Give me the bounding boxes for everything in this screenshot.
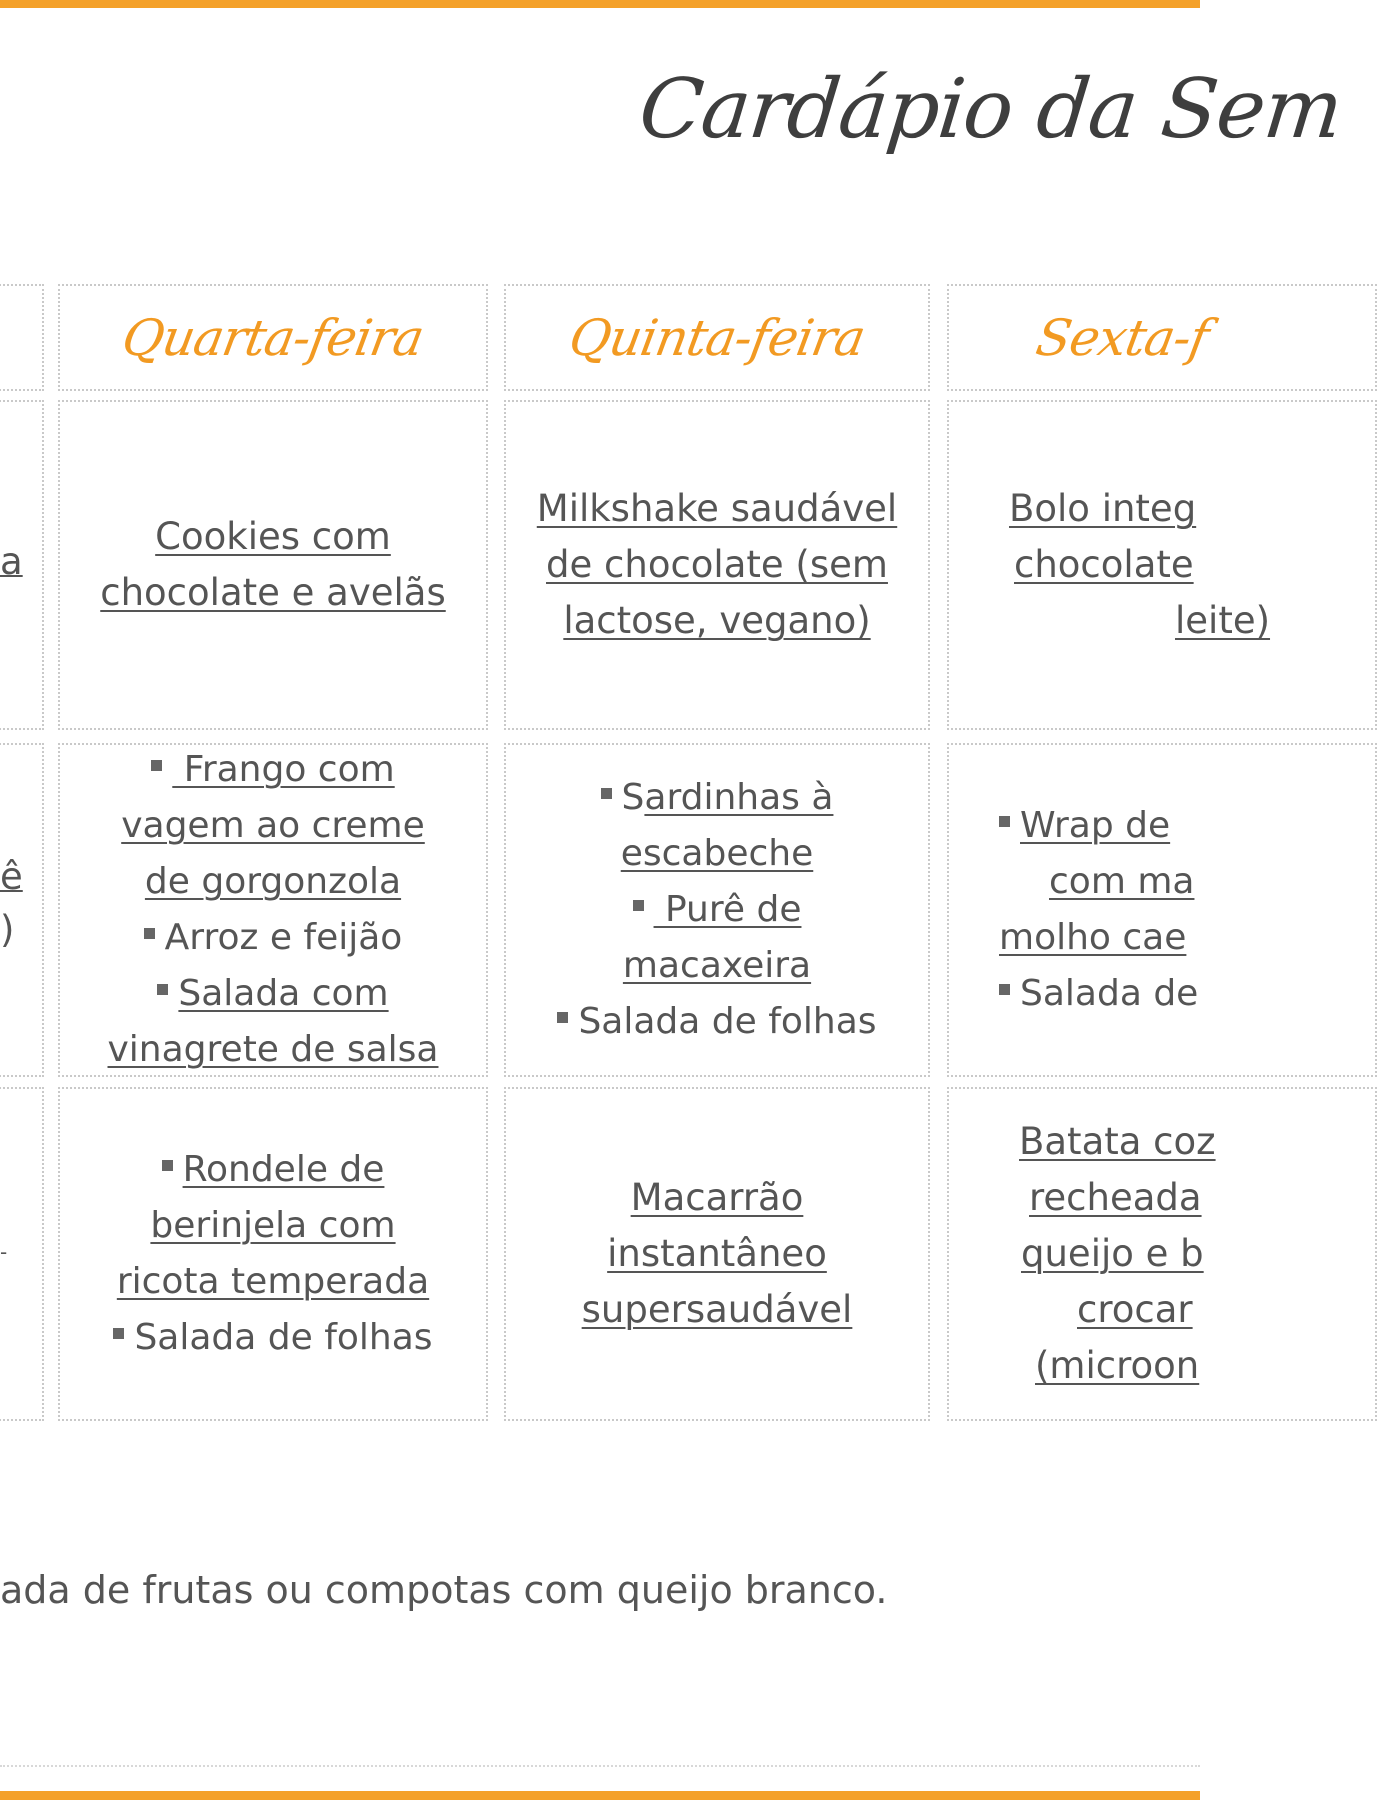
meal-link-line[interactable]: chocolate e avelãs — [100, 571, 446, 614]
menu-cell-sexta-row1 — [947, 400, 1377, 730]
menu-cell-quarta-row3 — [58, 1087, 488, 1421]
meal-link-bolo[interactable] — [1009, 481, 1271, 649]
meal-link-line[interactable]: (microon — [1035, 1344, 1200, 1387]
bullet-icon — [557, 1012, 568, 1023]
meal-link-cookies[interactable] — [100, 509, 445, 621]
menu-item-cont[interactable]: berinjela com — [150, 1205, 396, 1246]
day-heading-quarta: Quarta-feira — [118, 308, 428, 367]
bullet-icon — [601, 788, 612, 799]
menu-item-cont[interactable]: macaxeira — [622, 945, 812, 986]
menu-item: Salada de folhas — [557, 994, 876, 1050]
meal-link-line[interactable]: chocolate — [1014, 543, 1194, 586]
clipped-text-fragment[interactable]: a — [0, 540, 23, 583]
menu-item[interactable]: Wrap de — [999, 798, 1198, 854]
menu-cell-quarta-row1 — [58, 400, 488, 730]
menu-cell-sexta-row3 — [947, 1087, 1377, 1421]
menu-item[interactable]: Salada com — [157, 966, 388, 1022]
meal-link-line[interactable]: Bolo integ — [1009, 487, 1197, 530]
bullet-icon — [162, 1160, 173, 1171]
meal-link-milkshake[interactable] — [537, 481, 897, 649]
page-title: Cardápio da Sem — [635, 62, 1347, 157]
meal-link-line[interactable]: Batata coz — [1019, 1120, 1216, 1163]
footer-divider — [0, 1765, 1200, 1767]
meal-link-batata[interactable] — [949, 1114, 1216, 1394]
day-heading-quinta: Quinta-feira — [564, 308, 870, 367]
menu-item: Arroz e feijão — [144, 910, 403, 966]
bullet-icon — [157, 984, 168, 995]
menu-item-cont[interactable]: com ma — [1049, 861, 1195, 902]
menu-item-cont[interactable]: ricota temperada — [116, 1261, 430, 1302]
bottom-accent-bar — [0, 1791, 1200, 1800]
meal-link-line[interactable]: leite) — [1175, 599, 1271, 642]
clipped-text-fragment[interactable]: ê — [0, 855, 23, 898]
menu-item[interactable]: Purê de — [633, 882, 802, 938]
bullet-icon — [999, 984, 1010, 995]
menu-item[interactable]: Rondele de — [162, 1142, 385, 1198]
bullet-icon — [113, 1328, 124, 1339]
meal-link-line[interactable]: crocar — [1077, 1288, 1193, 1331]
day-heading-sexta: Sexta-f — [1031, 308, 1213, 367]
meal-link-line[interactable]: Milkshake saudável — [536, 487, 898, 530]
menu-item-cont[interactable]: molho cae — [999, 917, 1187, 958]
meal-link-line[interactable]: supersaudável — [581, 1288, 853, 1331]
menu-cell-quinta-row2 — [504, 743, 930, 1077]
menu-item-cont[interactable]: vagem ao creme — [121, 805, 425, 846]
header-cell-quinta — [504, 284, 930, 391]
meal-link-line[interactable]: lactose, vegano) — [563, 599, 871, 642]
clipped-text-fragment: - — [0, 1240, 8, 1264]
clipped-text-fragment[interactable]: ) — [0, 908, 15, 951]
menu-item-cont[interactable]: escabeche — [620, 833, 814, 874]
header-cell-sexta — [947, 284, 1377, 391]
menu-cell-quarta-row2 — [58, 743, 488, 1077]
meal-link-line[interactable]: de chocolate (sem — [546, 543, 888, 586]
meal-link-line[interactable]: Macarrão — [630, 1176, 804, 1219]
bullet-icon — [151, 760, 162, 771]
menu-cell-sexta-row2 — [947, 743, 1377, 1077]
menu-item-cont[interactable]: vinagrete de salsa — [107, 1029, 439, 1070]
menu-cell-quinta-row1 — [504, 400, 930, 730]
menu-item[interactable]: Frango com — [151, 742, 394, 798]
menu-item: Salada de — [999, 966, 1198, 1022]
meal-link-line[interactable]: recheada — [1029, 1176, 1202, 1219]
footer-note: ada de frutas ou compotas com queijo branco. — [0, 1568, 888, 1612]
bullet-icon — [144, 928, 155, 939]
meal-link-macarrao[interactable] — [582, 1170, 853, 1338]
header-cell-quarta — [58, 284, 488, 391]
meal-link-line[interactable]: instantâneo — [607, 1232, 827, 1275]
menu-item[interactable]: Sardinhas à — [601, 770, 834, 826]
header-cell-partial — [0, 284, 44, 391]
menu-list-sexta — [999, 798, 1198, 1022]
top-accent-bar — [0, 0, 1200, 8]
menu-cell-quinta-row3 — [504, 1087, 930, 1421]
meal-link-line[interactable]: queijo e b — [1021, 1232, 1204, 1275]
meal-link-line[interactable]: Cookies com — [155, 515, 391, 558]
menu-item: Salada de folhas — [113, 1310, 432, 1366]
bullet-icon — [633, 900, 644, 911]
bullet-icon — [999, 816, 1010, 827]
menu-item-cont[interactable]: de gorgonzola — [144, 861, 402, 902]
